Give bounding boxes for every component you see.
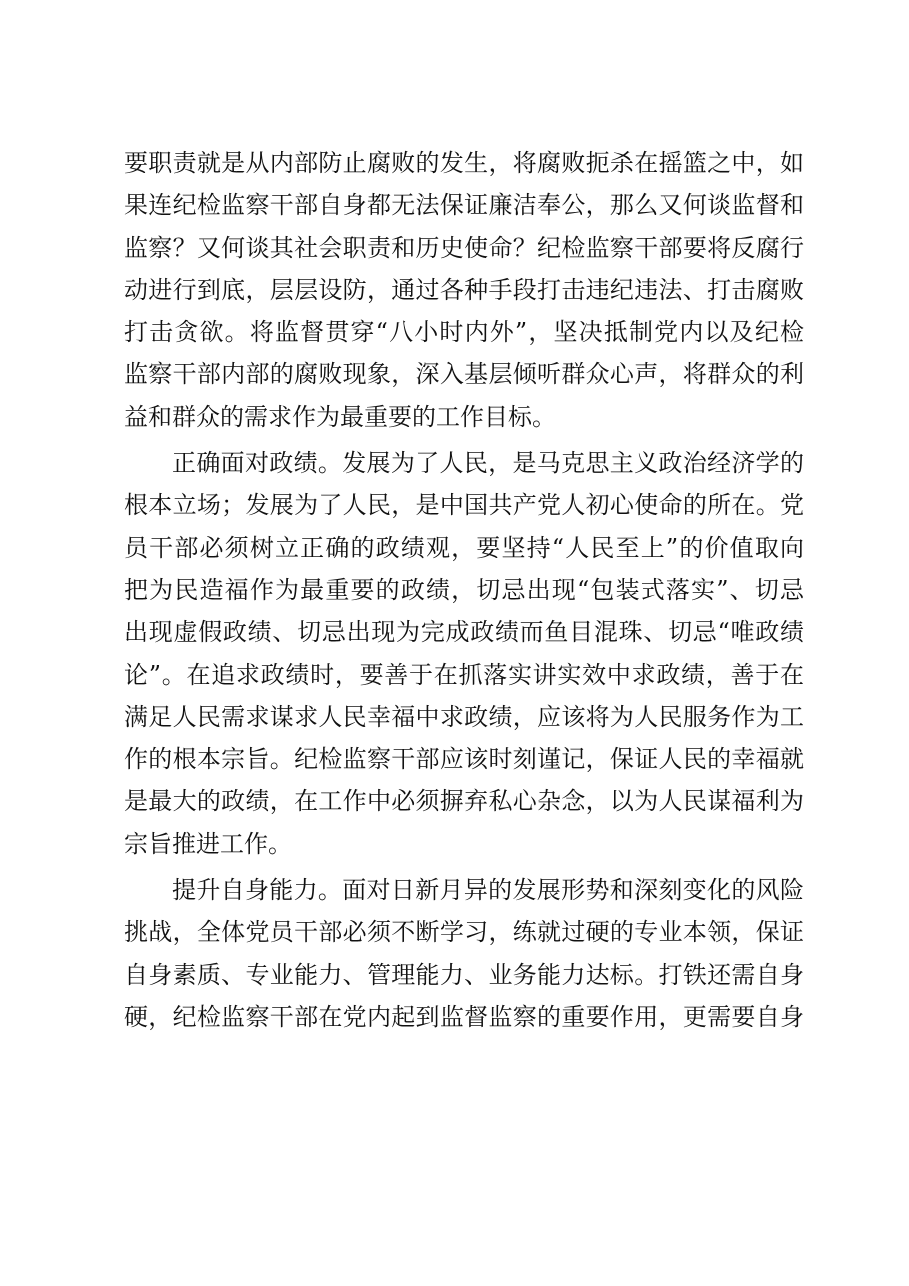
text-line: 正确面对政绩。发展为了人民，是马克思主义政治经济学的 <box>172 449 804 478</box>
paragraph-1 <box>124 142 804 438</box>
text-line: 出现虚假政绩、切忌出现为完成政绩而鱼目混珠、切忌“唯政绩 <box>124 618 804 647</box>
text-line: 员干部必须树立正确的政绩观，要坚持“人民至上”的价值取向 <box>124 533 804 562</box>
text-line: 满足人民需求谋求人民幸福中求政绩，应该将为人民服务作为工 <box>124 702 804 731</box>
text-line: 提升自身能力。面对日新月异的发展形势和深刻变化的风险 <box>172 876 804 905</box>
paragraph-3 <box>124 869 804 1038</box>
text-line: 硬，纪检监察干部在党内起到监督监察的重要作用，更需要自身 <box>124 1002 804 1031</box>
text-line: 要职责就是从内部防止腐败的发生，将腐败扼杀在摇篮之中，如 <box>124 149 804 177</box>
text-line: 监察干部内部的腐败现象，深入基层倾听群众心声，将群众的利 <box>124 360 804 389</box>
text-line: 监察？又何谈其社会职责和历史使命？纪检监察干部要将反腐行 <box>124 233 804 262</box>
text-line: 挑战，全体党员干部必须不断学习，练就过硬的专业本领，保证 <box>124 918 804 947</box>
text-line: 作的根本宗旨。纪检监察干部应该时刻谨记，保证人民的幸福就 <box>124 745 804 774</box>
text-line: 根本立场；发展为了人民，是中国共产党人初心使命的所在。党 <box>124 491 804 520</box>
text-line: 益和群众的需求作为最重要的工作目标。 <box>124 402 556 431</box>
text-line: 论”。在追求政绩时，要善于在抓落实讲实效中求政绩，善于在 <box>124 660 804 689</box>
text-line: 自身素质、专业能力、管理能力、业务能力达标。打铁还需自身 <box>124 960 804 989</box>
text-line: 宗旨推进工作。 <box>124 829 292 858</box>
paragraph-2 <box>124 442 804 865</box>
text-line: 果连纪检监察干部自身都无法保证廉洁奉公，那么又何谈监督和 <box>124 191 804 220</box>
document-body <box>124 142 804 1038</box>
text-line: 是最大的政绩，在工作中必须摒弃私心杂念，以为人民谋福利为 <box>124 787 804 816</box>
text-line: 动进行到底，层层设防，通过各种手段打击违纪违法、打击腐败 <box>124 275 804 304</box>
text-line: 把为民造福作为最重要的政绩，切忌出现“包装式落实”、切忌 <box>124 575 804 604</box>
text-line: 打击贪欲。将监督贯穿“八小时内外”，坚决抵制党内以及纪检 <box>124 318 804 347</box>
